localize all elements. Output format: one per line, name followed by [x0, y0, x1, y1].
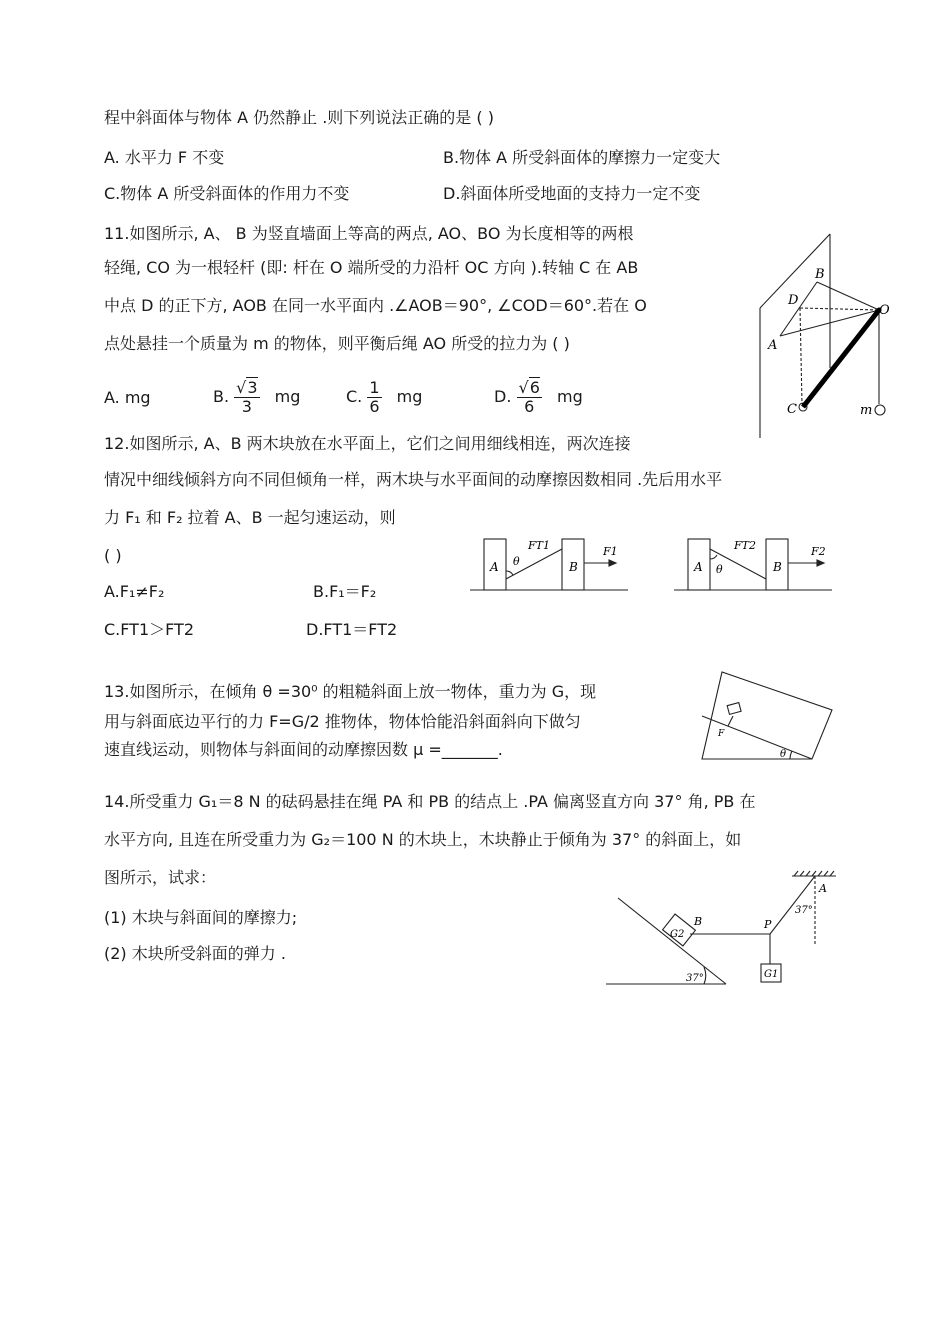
line-dc — [800, 308, 802, 404]
angle-arc — [506, 571, 513, 575]
q11-option-d — [494, 372, 583, 422]
label-g1: G1 — [764, 969, 779, 980]
q11-option-a: A. mg — [104, 388, 151, 407]
q14-part-2: (2) 木块所受斜面的弹力 . — [104, 944, 286, 963]
q13-line-3: 速直线运动，则物体与斜面间的动摩擦因数 μ =_______. — [104, 740, 503, 759]
q11-option-c-prefix: C. — [346, 387, 363, 406]
q12-option-b: B.F₁＝F₂ — [313, 582, 377, 601]
q11-option-d-denominator: 6 — [524, 397, 535, 416]
object-block — [727, 703, 741, 715]
angle-arc — [790, 751, 792, 759]
q12-option-a: A.F₁≠F₂ — [104, 582, 165, 601]
q14-figure — [602, 870, 842, 990]
q11-option-d-numerator: 6 — [529, 378, 540, 397]
q13-line-2: 用与斜面底边平行的力 F=G/2 推物体，物体恰能沿斜面斜向下做匀 — [104, 712, 581, 731]
q11-option-d-unit: mg — [556, 387, 583, 406]
q11-option-c — [346, 372, 422, 422]
q11-figure — [752, 228, 902, 443]
incline-plane — [702, 672, 832, 759]
sqrt-sign: √ — [518, 378, 529, 397]
q11-line-2: 轻绳, CO 为一根轻杆 (即: 杆在 O 端所受的力沿杆 OC 方向 ).转轴 C 在 AB — [104, 258, 639, 277]
label-theta: θ — [513, 555, 520, 568]
label-f2: F2 — [811, 545, 826, 558]
label-p: P — [764, 918, 772, 931]
q12-line-2: 情况中细线倾斜方向不同但倾角一样，两木块与水平面间的动摩擦因数相同 .先后用水平 — [104, 470, 723, 489]
q11-option-d-prefix: D. — [494, 387, 512, 406]
hanging-mass — [875, 405, 885, 415]
angle-arc-bottom — [704, 967, 706, 984]
sqrt-sign: √ — [236, 378, 247, 397]
label-o: O — [879, 303, 890, 318]
label-d: D — [788, 293, 799, 308]
q11-option-c-fraction — [367, 379, 381, 416]
q11-line-1: 11.如图所示, A、 B 为竖直墙面上等高的两点, AO、BO 为长度相等的两根 — [104, 224, 634, 243]
q11-option-b-prefix: B. — [213, 387, 230, 406]
q12-figure-2 — [672, 535, 837, 595]
label-a: A — [768, 338, 778, 353]
q10-option-d: D.斜面体所受地面的支持力一定不变 — [443, 184, 701, 203]
q12-option-d: D.FT1＝FT2 — [306, 620, 398, 639]
q10-option-b: B.物体 A 所受斜面体的摩擦力一定变大 — [443, 148, 721, 167]
q12-line-4: ( ) — [104, 546, 122, 565]
q11-option-b-denominator: 3 — [241, 397, 252, 416]
q12-line-3: 力 F₁ 和 F₂ 拉着 A、B 一起匀速运动，则 — [104, 508, 396, 527]
label-theta: θ — [780, 749, 787, 760]
label-ft2: FT2 — [734, 539, 756, 552]
label-b: B — [773, 560, 782, 574]
angle-arc — [710, 555, 717, 559]
label-ft1: FT1 — [528, 539, 550, 552]
q11-option-c-unit: mg — [396, 387, 423, 406]
q14-part-1: (1) 木块与斜面间的摩擦力; — [104, 908, 298, 927]
label-b: B — [569, 560, 578, 574]
incline — [618, 898, 726, 984]
label-b: B — [815, 267, 825, 282]
q11-option-b — [213, 372, 300, 422]
q10-option-a: A. 水平力 F 不变 — [104, 148, 225, 167]
q12-figure-1 — [468, 535, 633, 595]
label-angle-top: 37° — [795, 905, 813, 916]
q10-stem-end: 程中斜面体与物体 A 仍然静止 .则下列说法正确的是 ( ) — [104, 108, 494, 127]
label-b: B — [694, 915, 703, 928]
label-c: C — [787, 402, 797, 417]
q11-option-c-numerator: 1 — [369, 378, 380, 397]
q10-option-c: C.物体 A 所受斜面体的作用力不变 — [104, 184, 350, 203]
label-f: F — [718, 729, 725, 739]
q11-option-b-unit: mg — [274, 387, 301, 406]
label-a: A — [694, 560, 703, 574]
ceiling-hatch — [794, 871, 834, 876]
label-f1: F1 — [603, 545, 618, 558]
q11-option-d-fraction — [517, 379, 542, 416]
rod-co — [803, 310, 879, 407]
q11-option-b-numerator: 3 — [247, 378, 258, 397]
label-a: A — [490, 560, 499, 574]
q11-line-3: 中点 D 的正下方, AOB 在同一水平面内 .∠AOB＝90°, ∠COD＝60°.若在 O — [104, 296, 647, 315]
label-g2: G2 — [670, 929, 685, 940]
q14-line-2: 水平方向, 且连在所受重力为 G₂＝100 N 的木块上，木块静止于倾角为 37° 的斜面上，如 — [104, 830, 742, 849]
label-a: A — [819, 882, 827, 895]
q13-line-1: 13.如图所示，在倾角 θ =30⁰ 的粗糙斜面上放一物体，重力为 G，现 — [104, 682, 597, 701]
q14-line-3: 图所示，试求： — [104, 868, 217, 887]
q14-line-1: 14.所受重力 G₁＝8 N 的砝码悬挂在绳 PA 和 PB 的结点上 .PA 偏离竖直方向 37° 角, PB 在 — [104, 792, 756, 811]
line-do — [800, 308, 879, 310]
q12-option-c: C.FT1＞FT2 — [104, 620, 195, 639]
q12-line-1: 12.如图所示, A、B 两木块放在水平面上，它们之间用细线相连，两次连接 — [104, 434, 631, 453]
label-angle-bottom: 37° — [686, 973, 704, 984]
arrowhead — [609, 560, 616, 566]
label-theta: θ — [716, 563, 723, 576]
q13-figure — [698, 668, 838, 764]
q11-option-c-denominator: 6 — [369, 397, 380, 416]
rope-bo — [817, 282, 879, 310]
arrowhead — [817, 560, 824, 566]
q11-line-4: 点处悬挂一个质量为 m 的物体，则平衡后绳 AO 所受的拉力为 ( ) — [104, 334, 570, 353]
q11-option-b-fraction — [234, 379, 259, 416]
label-m: m — [860, 403, 873, 418]
force-arrow-f — [728, 716, 733, 726]
